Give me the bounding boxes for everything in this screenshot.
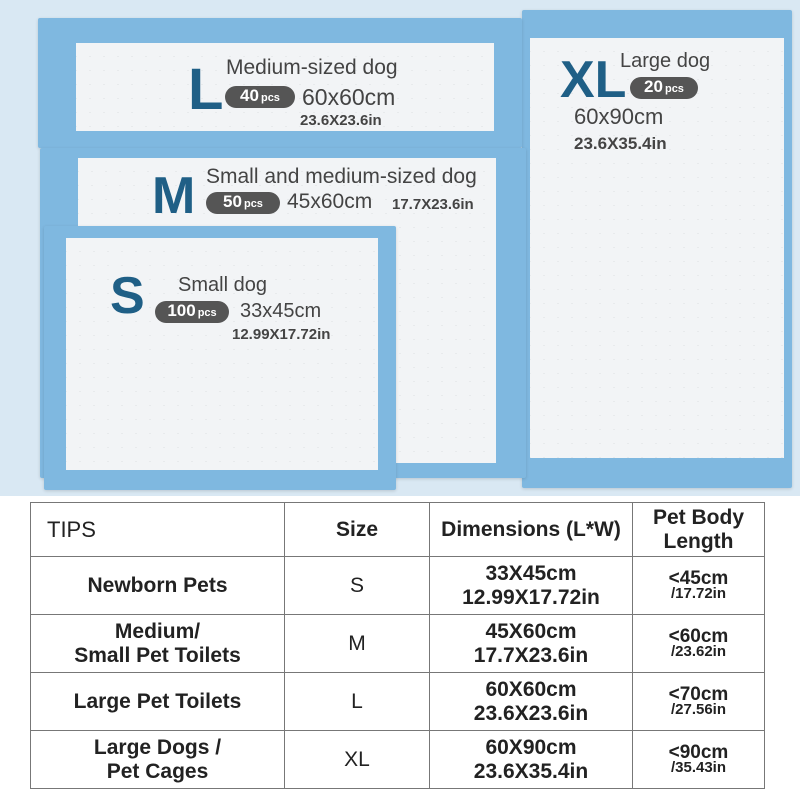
pad-l-count: 40 xyxy=(240,86,259,105)
dim-cm: 60X60cm xyxy=(485,677,577,701)
pad-s xyxy=(44,226,396,490)
tip-cell xyxy=(31,731,285,789)
pad-m-count-badge xyxy=(206,192,280,214)
table-row xyxy=(31,557,765,615)
dim-in: 12.99X17.72in xyxy=(462,585,600,609)
dim-in: 17.7X23.6in xyxy=(473,643,589,667)
len-cm: <60cm xyxy=(668,625,729,647)
size-letter-xl: XL xyxy=(560,51,627,109)
tip-text: Newborn Pets xyxy=(87,573,228,597)
dimensions-cell xyxy=(430,615,633,673)
table-row xyxy=(31,731,765,789)
size-letter-l: L xyxy=(188,57,224,122)
pad-m-inch: 17.7X23.6in xyxy=(392,196,474,213)
pad-xl-unit: pcs xyxy=(664,83,684,95)
tip-text: Medium/ xyxy=(114,619,201,643)
dim-in: 23.6X35.4in xyxy=(473,759,589,783)
pad-s-count-badge xyxy=(155,301,229,323)
tip-text: Pet Cages xyxy=(106,759,209,783)
pad-xl-cm: 60x90cm xyxy=(574,104,664,129)
pad-s-inch: 12.99X17.72in xyxy=(232,326,331,343)
tip-cell xyxy=(31,557,285,615)
dim-cm: 45X60cm xyxy=(485,619,577,643)
tip-text: Large Pet Toilets xyxy=(73,689,242,713)
len-in: /17.72in xyxy=(670,584,727,602)
pad-l-unit: pcs xyxy=(260,92,280,104)
length-cell xyxy=(633,615,765,673)
header-size: Size xyxy=(285,503,430,557)
size-table xyxy=(30,502,765,789)
len-cm: <70cm xyxy=(668,683,729,705)
pad-xl-label: Large dog xyxy=(620,50,711,72)
pad-l xyxy=(38,18,522,148)
size-cell: M xyxy=(285,615,430,673)
pad-s-cm: 33x45cm xyxy=(240,300,322,322)
header-tips: TIPS xyxy=(31,503,285,557)
tip-text: Large Dogs / xyxy=(93,735,222,759)
pad-s-label: Small dog xyxy=(178,274,267,296)
dimensions-cell xyxy=(430,557,633,615)
pad-m-count: 50 xyxy=(223,192,242,211)
pad-s-count: 100 xyxy=(167,301,196,320)
len-in: /23.62in xyxy=(670,642,727,660)
pad-m-cm: 45x60cm xyxy=(287,190,373,213)
size-cell: L xyxy=(285,673,430,731)
len-in: /35.43in xyxy=(670,758,727,776)
table-header-row xyxy=(31,503,765,557)
len-cm: <45cm xyxy=(668,567,729,589)
pad-xl-count-badge xyxy=(630,77,698,99)
header-body-length-line1: Pet Body xyxy=(652,505,744,529)
header-body-length xyxy=(633,503,765,557)
length-cell xyxy=(633,731,765,789)
len-cm: <90cm xyxy=(668,741,729,763)
pad-l-inch: 23.6X23.6in xyxy=(300,112,382,129)
dim-cm: 60X90cm xyxy=(485,735,577,759)
dim-in: 23.6X23.6in xyxy=(473,701,589,725)
dim-cm: 33X45cm xyxy=(485,561,577,585)
table-row xyxy=(31,615,765,673)
length-cell xyxy=(633,673,765,731)
pad-l-cm: 60x60cm xyxy=(302,84,396,110)
header-dimensions: Dimensions (L*W) xyxy=(430,503,633,557)
size-cell: S xyxy=(285,557,430,615)
dimensions-cell xyxy=(430,673,633,731)
pad-xl-count: 20 xyxy=(644,77,663,96)
pad-m-label: Small and medium-sized dog xyxy=(206,165,477,188)
pad-xl-inch: 23.6X35.4in xyxy=(574,134,667,153)
size-cell: XL xyxy=(285,731,430,789)
size-letter-m: M xyxy=(152,167,196,225)
dimensions-cell xyxy=(430,731,633,789)
table-row xyxy=(31,673,765,731)
tip-cell xyxy=(31,673,285,731)
length-cell xyxy=(633,557,765,615)
header-body-length-line2: Length xyxy=(663,529,734,553)
pad-l-count-badge xyxy=(225,86,295,108)
tip-cell xyxy=(31,615,285,673)
pad-s-unit: pcs xyxy=(197,307,217,319)
pad-m-unit: pcs xyxy=(243,198,263,210)
size-letter-s: S xyxy=(110,267,145,325)
pad-l-label: Medium-sized dog xyxy=(226,56,398,79)
tip-text: Small Pet Toilets xyxy=(74,643,241,667)
len-in: /27.56in xyxy=(670,700,727,718)
